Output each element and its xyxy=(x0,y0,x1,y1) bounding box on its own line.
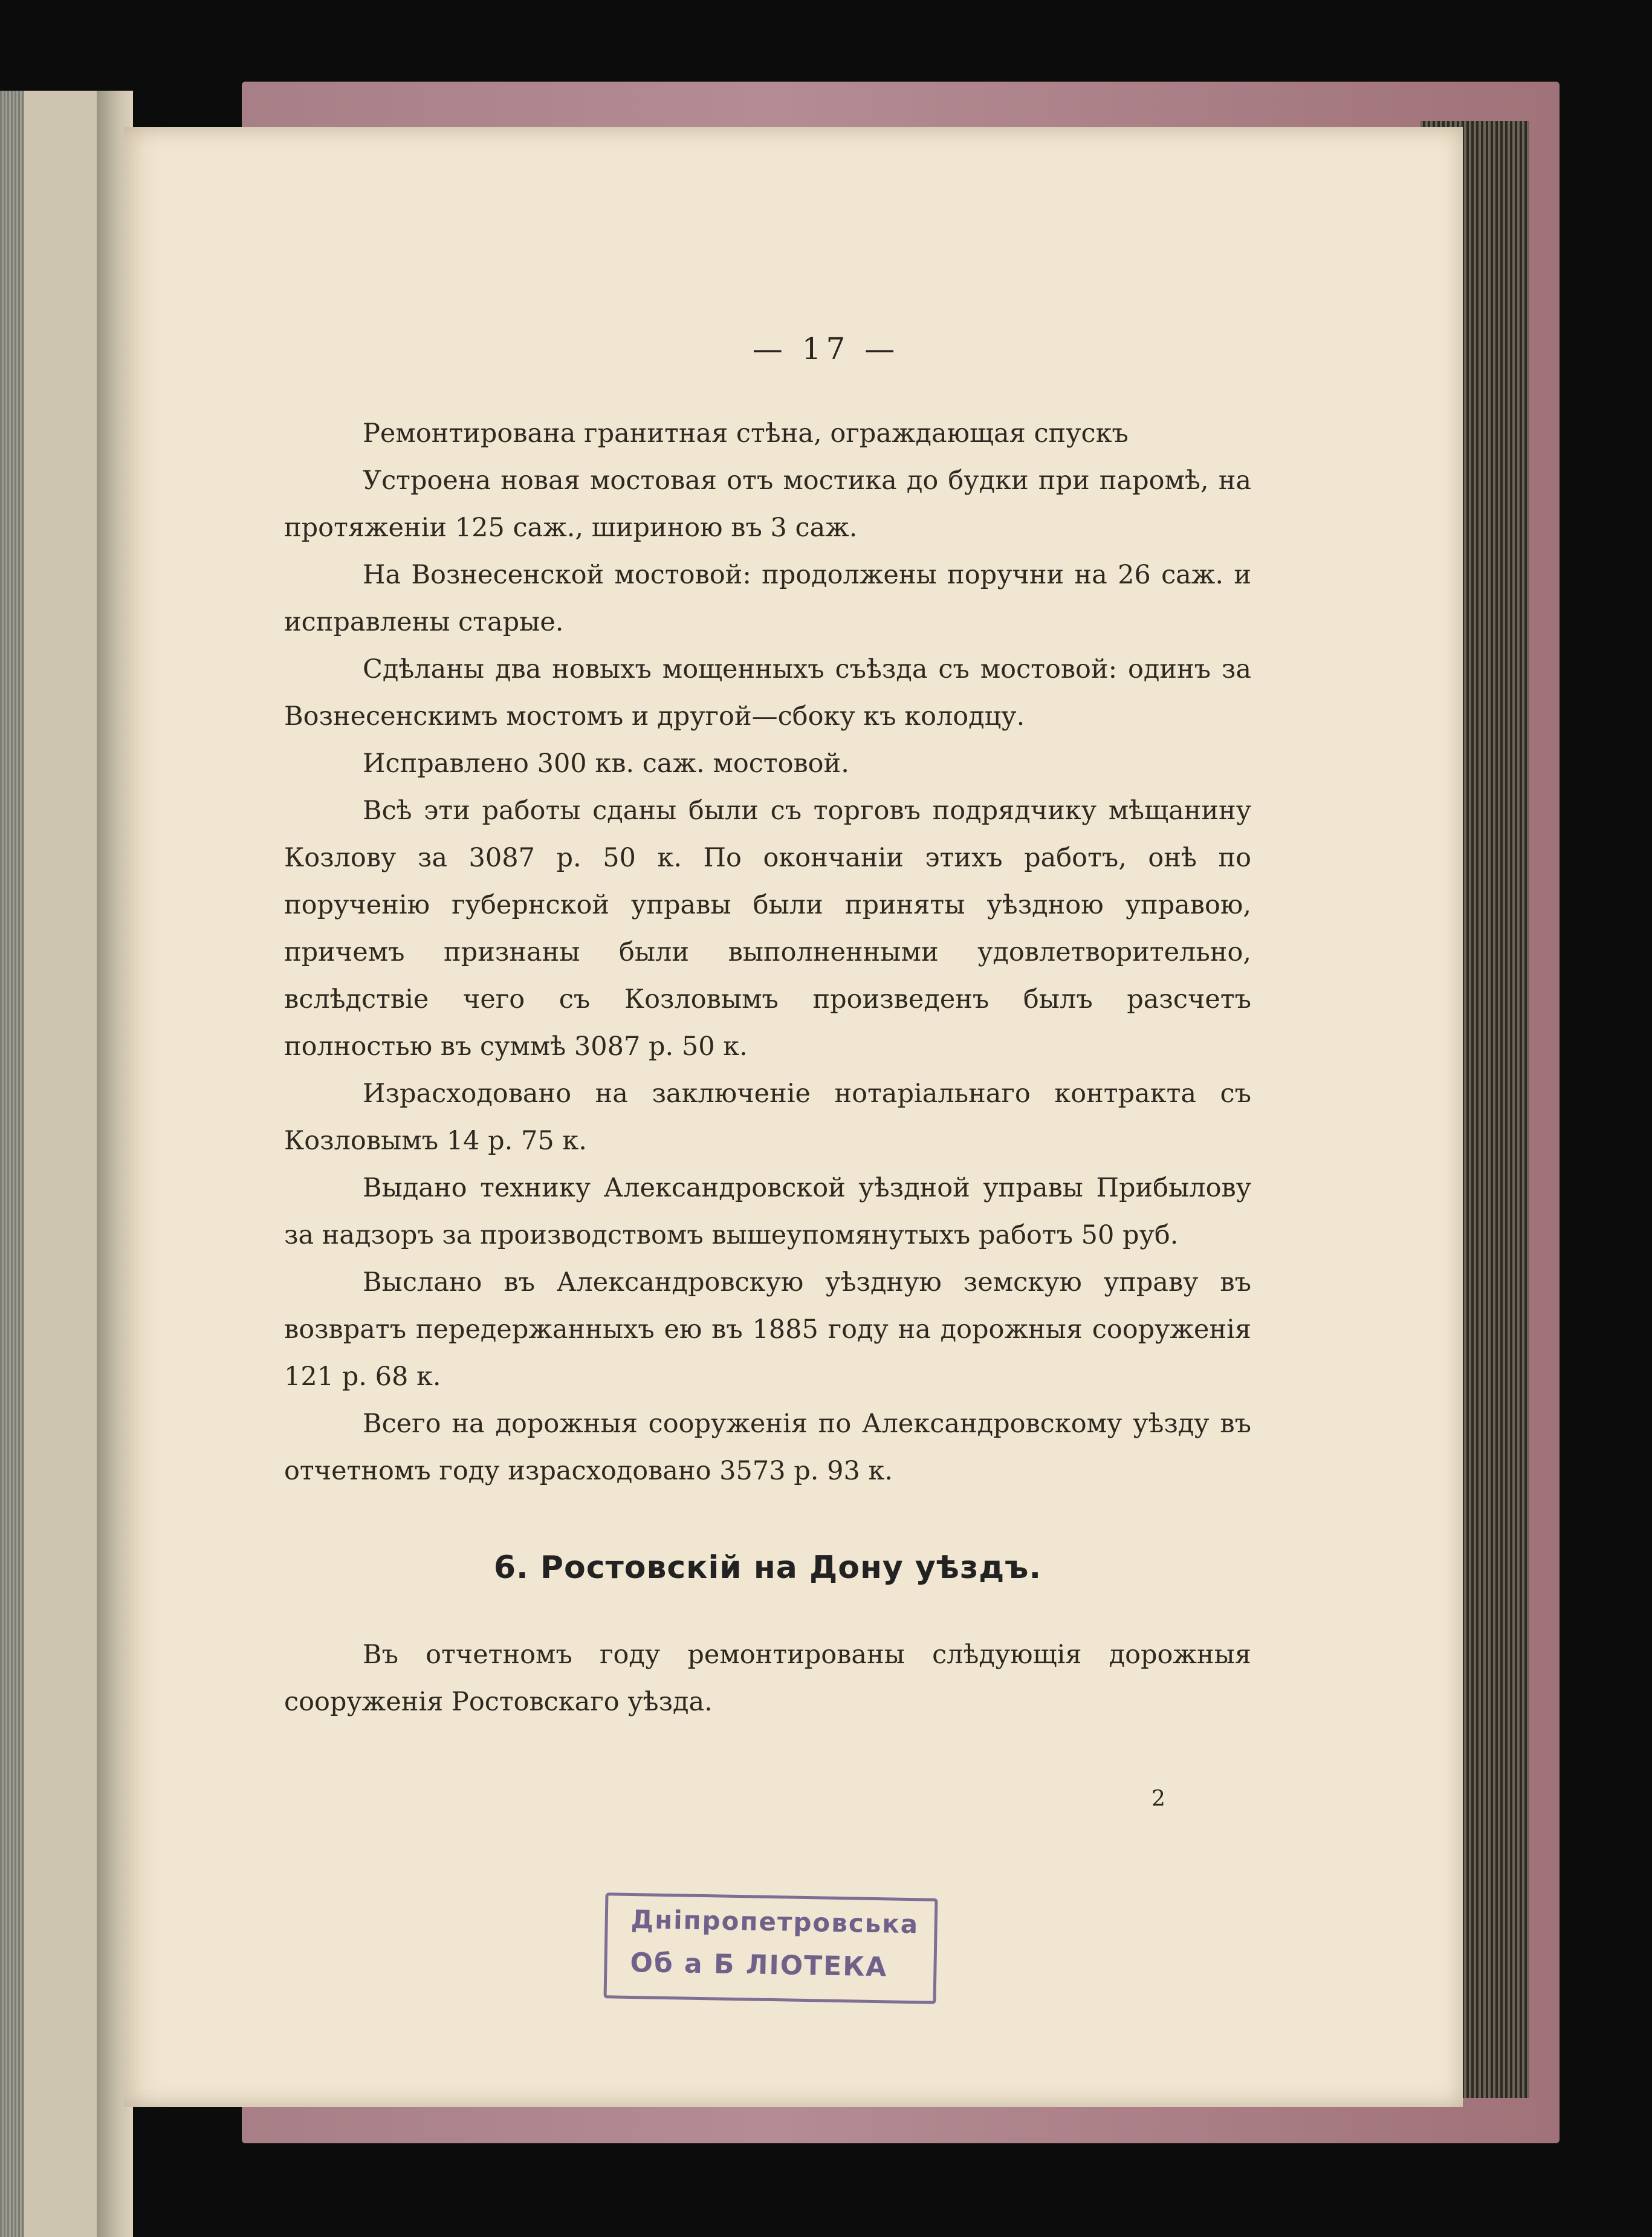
paragraph-9: Выслано въ Александровскую уѣздную земскую управу въ возвратъ передержанныхъ ею въ 1885 году на дорожныя сооруженія 121 р. 68 к. xyxy=(284,1267,1251,1392)
paragraph-1: Ремонтирована гранитная стѣна, ограждающая спускъ xyxy=(363,418,1129,449)
page-text xyxy=(284,410,1251,1726)
section-heading: 6. Ростовскій на Дону уѣздъ. xyxy=(493,1550,1042,1586)
paragraph-2: Устроена новая мостовая отъ мостика до будки при паромѣ, на протяженіи 125 саж., шириною въ 3 саж. xyxy=(284,466,1251,543)
book-spine-cloth xyxy=(0,91,24,2237)
paragraph-6: Всѣ эти работы сданы были съ торговъ подрядчику мѣщанину Козлову за 3087 р. 50 к. По окончаніи этихъ работъ, онѣ по порученію губернской управы были приняты уѣздною управою, причемъ признаны были выполненными удовлетворительно, вслѣдствіе чего съ Козловымъ произведенъ былъ разсчетъ полностью въ суммѣ 3087 р. 50 к. xyxy=(284,796,1251,1062)
page-number: — 17 — xyxy=(752,331,900,366)
paragraph-3: На Вознесенской мостовой: продолжены поручни на 26 саж. и исправлены старые. xyxy=(284,560,1251,637)
paragraph-8: Выдано технику Александровской уѣздной управы Прибылову за надзоръ за производствомъ вышеупомянутыхъ работъ 50 руб. xyxy=(284,1173,1251,1250)
section-paragraph: Въ отчетномъ году ремонтированы слѣдующія дорожныя сооруженія Ростовскаго уѣзда. xyxy=(284,1640,1251,1717)
paragraph-10: Всего на дорожныя сооруженія по Александровскому уѣзду въ отчетномъ году израсходовано 3573 р. 93 к. xyxy=(284,1409,1251,1486)
paragraph-4: Сдѣланы два новыхъ мощенныхъ съѣзда съ мостовой: одинъ за Вознесенскимъ мостомъ и другой—сбоку къ колодцу. xyxy=(284,654,1251,732)
stamp-line-1: Днiпропетровська xyxy=(630,1904,919,1940)
paragraph-5: Исправлено 300 кв. саж. мостовой. xyxy=(363,748,849,779)
stamp-line-2: Об а Б ЛIОТЕКА xyxy=(630,1947,888,1983)
signature-mark: 2 xyxy=(1152,1787,1165,1811)
paragraph-7: Израсходовано на заключеніе нотаріальнаго контракта съ Козловымъ 14 р. 75 к. xyxy=(284,1079,1251,1156)
library-stamp xyxy=(604,1892,938,2004)
